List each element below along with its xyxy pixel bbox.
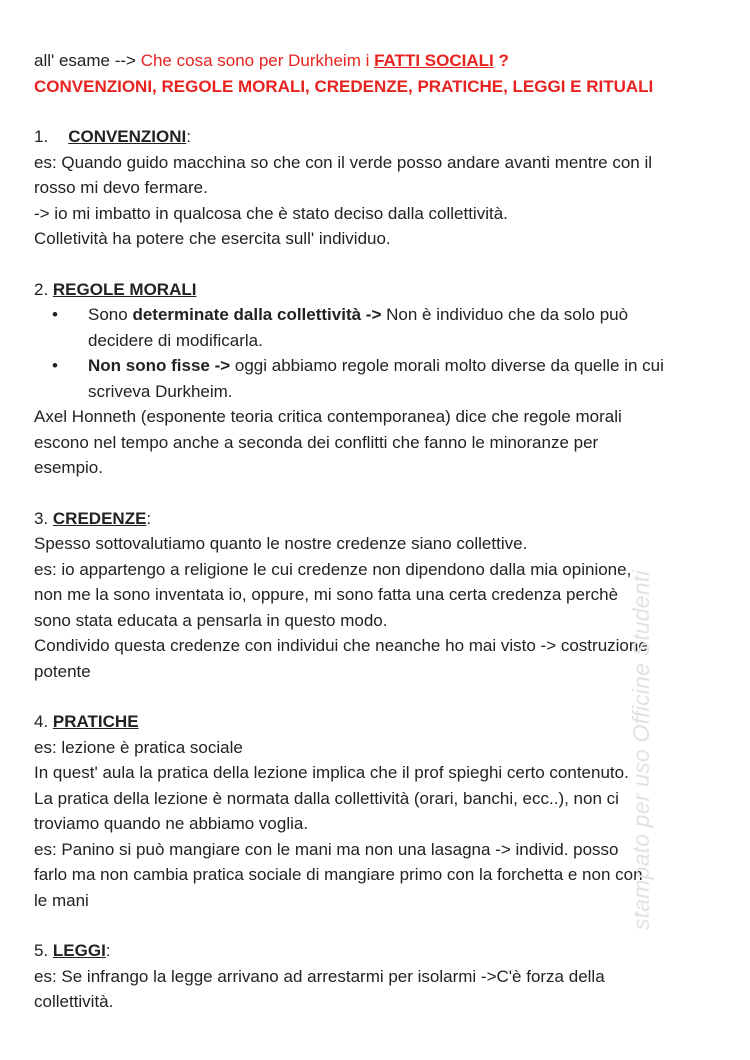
bullet-item: [34, 353, 724, 404]
section-1-colon: :: [186, 127, 191, 146]
section-4-line: troviamo quando ne abbiamo voglia.: [34, 814, 309, 833]
header-list: CONVENZIONI, REGOLE MORALI, CREDENZE, PRATICHE, LEGGI E RITUALI: [34, 76, 654, 96]
section-4-line: es: Panino si può mangiare con le mani ma non una lasagna -> individ. posso: [34, 839, 619, 859]
section-1-line: -> io mi imbatto in qualcosa che è stato deciso dalla collettività.: [34, 203, 508, 223]
section-1-title: CONVENZIONI: [68, 127, 187, 146]
section-4-line: farlo ma non cambia pratica sociale di mangiare primo con la forchetta e non con: [34, 865, 643, 884]
section-5-title: LEGGI: [52, 941, 106, 960]
section-5-line: collettività.: [34, 992, 114, 1011]
section-4-number: 4.: [34, 712, 53, 731]
section-1-number: 1.: [34, 127, 49, 146]
section-1-heading: [34, 124, 724, 150]
section-1-line: es: Quando guido macchina so che con il verde posso andare avanti mentre con il: [34, 152, 653, 172]
header-key-term: FATTI SOCIALI: [374, 51, 494, 70]
section-5-colon: :: [105, 941, 111, 960]
section-2-number: 2.: [34, 279, 53, 299]
section-4-heading: [34, 709, 724, 735]
bullet-text: oggi abbiamo regole morali molto diverse da quelle in cui: [230, 356, 664, 375]
header-prefix: all' esame -->: [34, 51, 141, 70]
section-2-line: esempio.: [34, 458, 103, 477]
section-3-line: Spesso sottovalutiamo quanto le nostre credenze siano collettive.: [34, 534, 528, 553]
bullet-item: [34, 302, 724, 353]
notes-page: [34, 48, 724, 1015]
section-4-line: le mani: [34, 890, 89, 910]
section-5-heading: [34, 938, 724, 964]
section-2-line: Axel Honneth (esponente teoria critica contemporanea) dice che regole morali: [34, 407, 622, 426]
section-5-number: 5.: [34, 941, 53, 960]
bullet-text: Sono: [88, 305, 133, 324]
section-3-heading: [34, 506, 724, 532]
section-4-line: La pratica della lezione è normata dalla collettività (orari, banchi, ecc..), non ci: [34, 788, 619, 808]
bullet-bold-text: determinate dalla collettività ->: [132, 305, 382, 324]
section-3-line: sono stata educata a pensarla in questo modo.: [34, 610, 388, 630]
section-2-line: escono nel tempo anche a seconda dei conflitti che fanno le minoranze per: [34, 432, 599, 452]
section-3-line: es: io appartengo a religione le cui credenze non dipendono dalla mia opinione,: [34, 559, 632, 579]
section-4-line: In quest' aula la pratica della lezione implica che il prof spieghi certo contenuto.: [34, 763, 629, 782]
section-5-line: es: Se infrango la legge arrivano ad arrestarmi per isolarmi ->C'è forza della: [34, 966, 605, 986]
bullet-continuation: scriveva Durkheim.: [88, 381, 233, 401]
bullet-continuation: decidere di modificarla.: [88, 330, 263, 350]
section-3-title: CREDENZE: [52, 508, 147, 528]
bullet-text: Non è individuo che da solo può: [381, 305, 629, 324]
section-1-line: Colletività ha potere che esercita sull' individuo.: [34, 229, 391, 248]
section-4-title: PRATICHE: [52, 712, 139, 731]
section-3-line: potente: [34, 661, 91, 681]
section-2-heading: [34, 277, 724, 303]
section-3-colon: :: [146, 508, 152, 528]
header-question: [34, 48, 724, 74]
section-3-line: non me la sono inventata io, oppure, mi sono fatta una certa credenza perchè: [34, 585, 619, 604]
section-1-line: rosso mi devo fermare.: [34, 178, 208, 197]
bullet-icon: •: [52, 305, 58, 324]
section-3-line: Condivido questa credenze con individui che neanche ho mai visto -> costruzione: [34, 636, 648, 655]
bullet-icon: •: [52, 356, 58, 375]
section-2-title: REGOLE MORALI: [52, 279, 197, 299]
header-question-text: Che cosa sono per Durkheim i: [140, 51, 375, 70]
bullet-bold-text: Non sono fisse ->: [88, 356, 231, 375]
header-question-mark: ?: [493, 51, 509, 70]
section-3-number: 3.: [34, 508, 53, 528]
watermark: stampato per uso Officine Studenti: [628, 570, 654, 930]
section-4-line: es: lezione è pratica sociale: [34, 737, 243, 757]
